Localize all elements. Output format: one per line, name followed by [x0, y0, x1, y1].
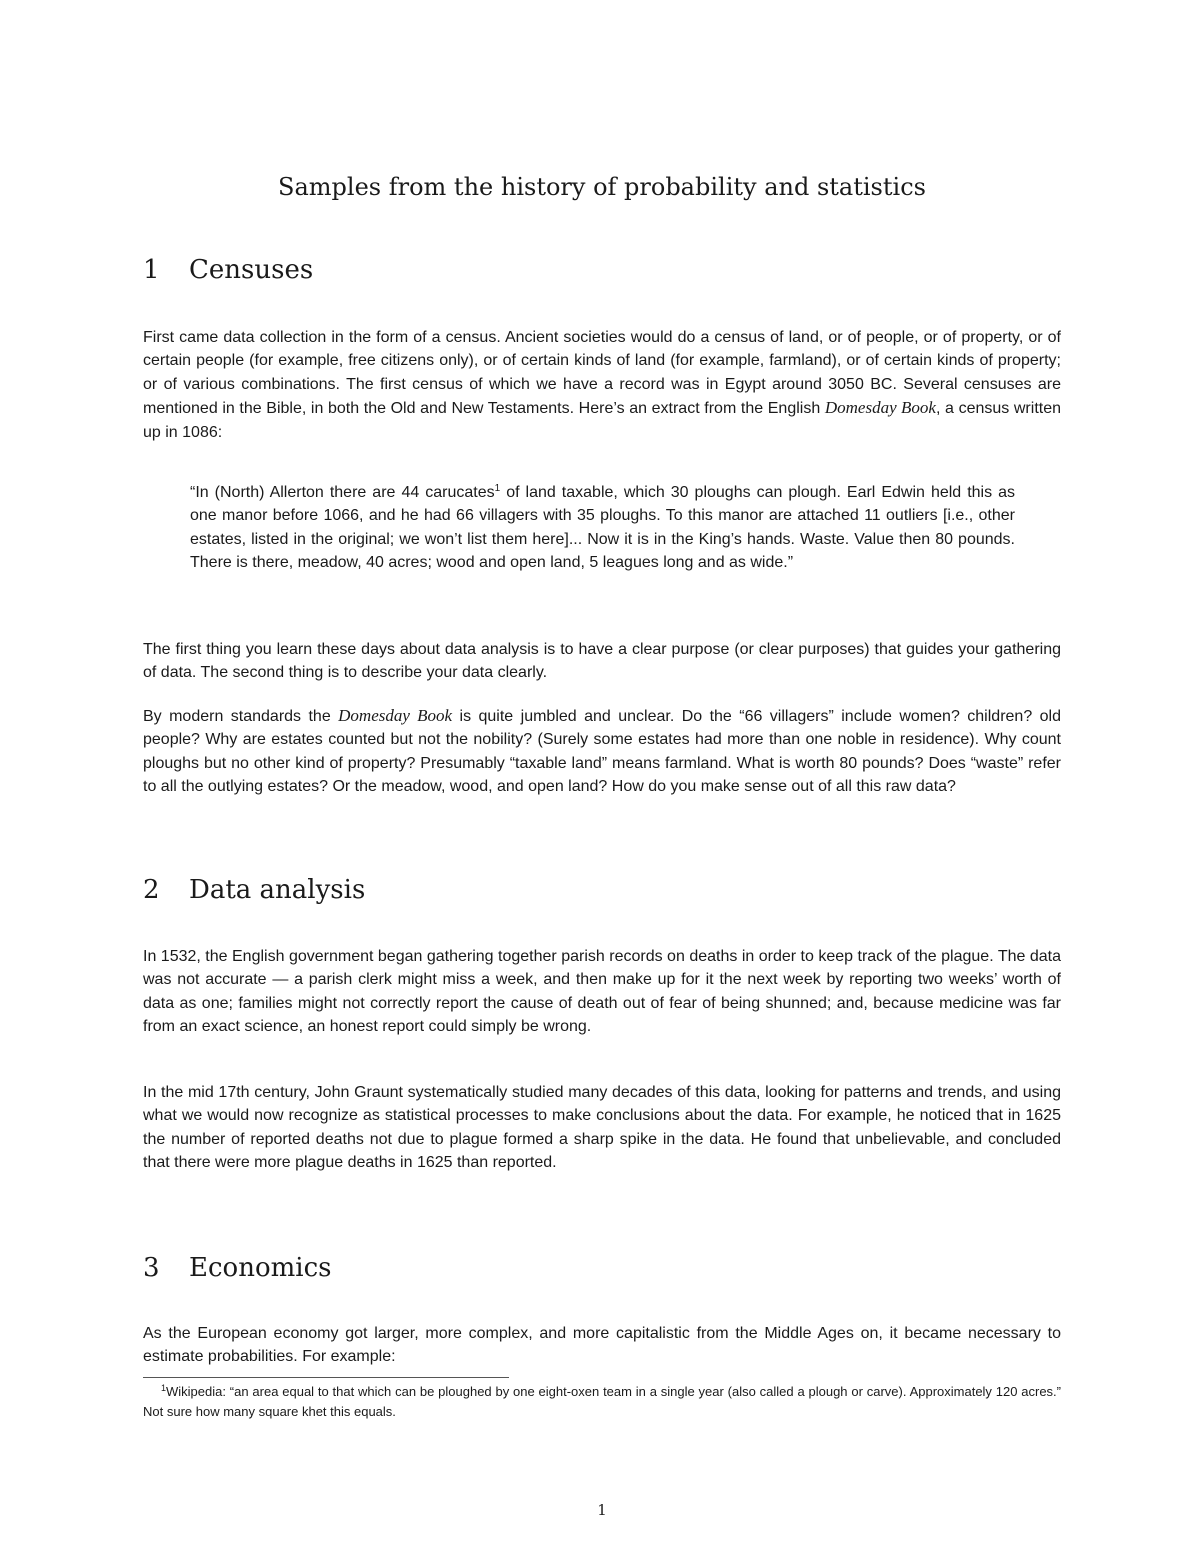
- book-title-italic: Domesday Book: [824, 398, 936, 418]
- paragraph-john-graunt: In the mid 17th century, John Graunt systematically studied many decades of this data, looking for patterns and trends, and using what we would now recognize as statistical processes to make conclusions about the data. For example, he noticed that in 1625 the number of reported deaths not due to plague formed a sharp spike in the data. He found that unbelievable, and concluded that there were more plague deaths in 1625 than reported.: [143, 1084, 1061, 1172]
- footnote-number: 1: [161, 1383, 167, 1393]
- paragraph-text: First came data collection in the form of a census. Ancient societies would do a census of land, or of people, or of property, or of certain people (for example, free citizens only), or of certain kinds of land (for example, farmland), or of certain kinds of property; or of various combinations. The first census of which we have a record was in Egypt around 3050 BC. Several censuses are mentioned in the Bible, in both the Old and New Testaments. Here’s an extract from the English: [143, 329, 1061, 418]
- section-number: 3: [143, 1253, 160, 1283]
- paragraph-text: , a census written up in 1086:: [143, 400, 1062, 441]
- paragraph-european-economy: As the European economy got larger, more complex, and more capitalistic from the Middle Ages on, it became necessary to estimate probabilities. For example:: [143, 1325, 1061, 1366]
- section-title: Censuses: [189, 255, 314, 285]
- book-title-italic: Domesday Book: [338, 706, 453, 725]
- footnote-text: Wikipedia: “an area equal to that which can be ploughed by one eight-oxen team in a single year (also called a plough or carve). Approximately 120 acres.” Not sure how many square khet this equals.: [143, 1384, 1061, 1419]
- domesday-quote: [190, 481, 1015, 575]
- paragraph-modern-standards: [143, 704, 1061, 799]
- paragraph-census-intro: [143, 326, 1061, 444]
- quote-text: of land taxable, which 30 ploughs can plough. Earl Edwin held this as one manor before 1066, and he had 66 villagers with 35 ploughs. To this manor are attached 11 outliers [i.e., other estates, listed in the original; we won’t list them here]... Now it is in the King’s hands. Waste. Value then 80 pounds. There is there, meadow, 40 acres; wood and open land, 5 leagues long and as wide.”: [190, 484, 1016, 572]
- document-title: Samples from the history of probability and statistics: [278, 173, 926, 201]
- section-heading-data-analysis: [143, 873, 365, 907]
- paragraph-data-purpose: The first thing you learn these days about data analysis is to have a clear purpose (or clear purposes) that guides your gathering of data. The second thing is to describe your data clearly.: [143, 641, 1061, 682]
- page-number: 1: [597, 1501, 607, 1519]
- footnote-divider: [143, 1377, 509, 1378]
- document-page: [143, 0, 1061, 1553]
- quote-text: “In (North) Allerton there are 44 carucates: [190, 484, 495, 501]
- section-title: Data analysis: [189, 875, 366, 905]
- paragraph-parish-records: In 1532, the English government began gathering together parish records on deaths in order to keep track of the plague. The data was not accurate — a parish clerk might miss a week, and then make up for it the next week by reporting two weeks’ worth of data as one; families might not correctly report the cause of death out of fear of being shunned; and, because medicine was far from an exact science, an honest report could simply be wrong.: [143, 948, 1061, 1036]
- section-number: 1: [143, 255, 160, 285]
- section-heading-censuses: [143, 253, 313, 287]
- footnote-marker: 1: [494, 483, 501, 494]
- paragraph-text: By modern standards the: [143, 708, 339, 725]
- section-title: Economics: [189, 1253, 332, 1283]
- paragraph-text: is quite jumbled and unclear. Do the “66 villagers” include women? children? old people? Why are estates counted but not the nobility? (Surely some estates had more than one noble in residence). Why count ploughs but no other kind of property? Presumably “taxable land” means farmland. What is worth 80 pounds? Does “waste” refer to all the outlying estates? Or the meadow, wood, and open land? How do you make sense out of all this raw data?: [143, 708, 1061, 796]
- section-heading-economics: [143, 1251, 331, 1285]
- section-number: 2: [143, 875, 160, 905]
- footnote: [143, 1382, 1061, 1422]
